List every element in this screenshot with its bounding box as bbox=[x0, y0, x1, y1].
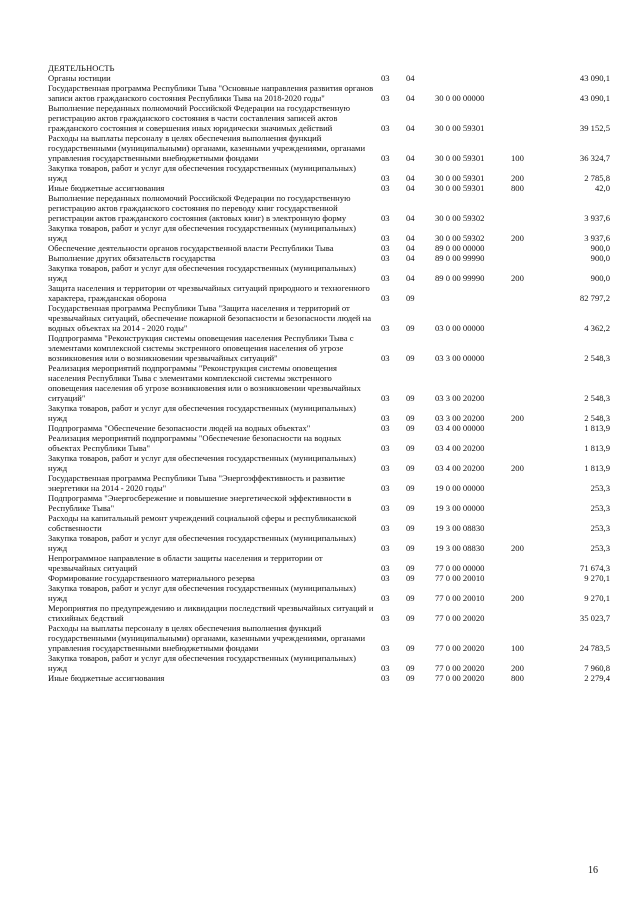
subsection-code: 09 bbox=[406, 593, 415, 603]
table-row bbox=[48, 493, 608, 513]
row-description: Мероприятия по предупреждению и ликвидации последствий чрезвычайных ситуаций и стихийных бедствий bbox=[48, 603, 374, 623]
amount: 43 090,1 bbox=[579, 93, 610, 103]
subsection-code: 04 bbox=[406, 93, 415, 103]
subsection-code: 09 bbox=[406, 353, 415, 363]
section-code: 03 bbox=[381, 673, 390, 683]
subsection-code: 09 bbox=[406, 443, 415, 453]
section-code: 03 bbox=[381, 353, 390, 363]
section-code: 03 bbox=[381, 173, 390, 183]
row-description: Органы юстиции bbox=[48, 73, 111, 83]
section-code: 03 bbox=[381, 573, 390, 583]
target-article-code: 03 3 00 20200 bbox=[435, 413, 485, 423]
subsection-code: 04 bbox=[406, 243, 415, 253]
subsection-code: 04 bbox=[406, 123, 415, 133]
section-code: 03 bbox=[381, 593, 390, 603]
subsection-code: 04 bbox=[406, 183, 415, 193]
table-row bbox=[48, 83, 608, 103]
section-code: 03 bbox=[381, 393, 390, 403]
subsection-code: 04 bbox=[406, 153, 415, 163]
section-code: 03 bbox=[381, 123, 390, 133]
budget-table bbox=[48, 63, 608, 683]
subsection-code: 09 bbox=[406, 523, 415, 533]
target-article-code: 89 0 00 99990 bbox=[435, 273, 485, 283]
amount: 253,3 bbox=[590, 543, 610, 553]
table-row bbox=[48, 453, 608, 473]
section-code: 03 bbox=[381, 643, 390, 653]
subsection-code: 04 bbox=[406, 233, 415, 243]
subsection-code: 09 bbox=[406, 573, 415, 583]
table-row bbox=[48, 403, 608, 423]
amount: 9 270,1 bbox=[584, 573, 610, 583]
amount: 2 279,4 bbox=[584, 673, 610, 683]
target-article-code: 03 4 00 20200 bbox=[435, 463, 485, 473]
row-description: Обеспечение деятельности органов государственной власти Республики Тыва bbox=[48, 243, 334, 253]
expense-type-code: 200 bbox=[511, 593, 524, 603]
expense-type-code: 800 bbox=[511, 183, 524, 193]
subsection-code: 04 bbox=[406, 253, 415, 263]
section-code: 03 bbox=[381, 523, 390, 533]
row-description: Реализация мероприятий подпрограммы "Реконструкция системы оповещения населения Республики Тыва с элементами комплексной системы экстренного оповещения населения об угрозе возникновения или о возникновении чрезвычайных ситуаций" bbox=[48, 363, 361, 403]
table-row bbox=[48, 423, 608, 433]
section-code: 03 bbox=[381, 503, 390, 513]
section-code: 03 bbox=[381, 543, 390, 553]
section-heading: ДЕЯТЕЛЬНОСТЬ bbox=[48, 63, 115, 73]
target-article-code: 03 3 00 00000 bbox=[435, 353, 485, 363]
table-row bbox=[48, 163, 608, 183]
table-row bbox=[48, 263, 608, 283]
target-article-code: 30 0 00 59301 bbox=[435, 123, 485, 133]
amount: 71 674,3 bbox=[579, 563, 610, 573]
amount: 2 548,3 bbox=[584, 353, 610, 363]
target-article-code: 77 0 00 20020 bbox=[435, 673, 485, 683]
table-row bbox=[48, 133, 608, 163]
row-description: Формирование государственного материального резерва bbox=[48, 573, 255, 583]
table-row bbox=[48, 603, 608, 623]
amount: 2 548,3 bbox=[584, 413, 610, 423]
row-description: Закупка товаров, работ и услуг для обеспечения государственных (муниципальных) нужд bbox=[48, 403, 356, 423]
section-code: 03 bbox=[381, 563, 390, 573]
target-article-code: 30 0 00 59301 bbox=[435, 183, 485, 193]
subsection-code: 09 bbox=[406, 463, 415, 473]
row-description: Защита населения и территории от чрезвычайных ситуаций природного и техногенного характера, гражданская оборона bbox=[48, 283, 370, 303]
row-description: Подпрограмма "Реконструкция системы оповещения населения Республики Тыва с элементами комплексной системы экстренного оповещения населения об угрозе возникновения или о возникновении чрезвычайных ситуаций" bbox=[48, 333, 354, 363]
table-row bbox=[48, 363, 608, 403]
table-row bbox=[48, 653, 608, 673]
target-article-code: 30 0 00 59302 bbox=[435, 213, 485, 223]
row-description: Государственная программа Республики Тыва "Защита населения и территорий от чрезвычайных ситуаций, обеспечение пожарной безопасности и безопасности людей на водных объектах на 2014 - 2020 годы" bbox=[48, 303, 372, 333]
target-article-code: 19 3 00 08830 bbox=[435, 523, 485, 533]
expense-type-code: 200 bbox=[511, 273, 524, 283]
amount: 82 797,2 bbox=[579, 293, 610, 303]
section-code: 03 bbox=[381, 613, 390, 623]
amount: 253,3 bbox=[590, 483, 610, 493]
row-description: Иные бюджетные ассигнования bbox=[48, 673, 165, 683]
row-description: Выполнение переданных полномочий Российской Федерации по государственную регистрацию актов гражданского состояния по переводу книг государственной регистрации актов гражданского состояния (актовых книг) в электронную форму bbox=[48, 193, 351, 223]
table-row bbox=[48, 193, 608, 223]
row-description: Непрограммное направление в области защиты населения и территории от чрезвычайных ситуаций bbox=[48, 553, 323, 573]
section-code: 03 bbox=[381, 73, 390, 83]
subsection-code: 04 bbox=[406, 213, 415, 223]
target-article-code: 77 0 00 20020 bbox=[435, 643, 485, 653]
table-row bbox=[48, 573, 608, 583]
row-description: Государственная программа Республики Тыва "Энергоэффективность и развитие энергетики на 2014 - 2020 годы" bbox=[48, 473, 345, 493]
table-body bbox=[48, 73, 608, 683]
subsection-code: 09 bbox=[406, 673, 415, 683]
section-code: 03 bbox=[381, 93, 390, 103]
section-code: 03 bbox=[381, 413, 390, 423]
table-row bbox=[48, 333, 608, 363]
row-description: Реализация мероприятий подпрограммы "Обеспечение безопасности на водных объектах Республики Тыва" bbox=[48, 433, 342, 453]
row-description: Иные бюджетные ассигнования bbox=[48, 183, 165, 193]
subsection-code: 09 bbox=[406, 393, 415, 403]
row-description: Закупка товаров, работ и услуг для обеспечения государственных (муниципальных) нужд bbox=[48, 263, 356, 283]
target-article-code: 89 0 00 99990 bbox=[435, 253, 485, 263]
section-code: 03 bbox=[381, 483, 390, 493]
table-row bbox=[48, 223, 608, 243]
target-article-code: 77 0 00 00000 bbox=[435, 563, 485, 573]
subsection-code: 09 bbox=[406, 323, 415, 333]
amount: 2 548,3 bbox=[584, 393, 610, 403]
table-row bbox=[48, 673, 608, 683]
section-code: 03 bbox=[381, 463, 390, 473]
row-description: Закупка товаров, работ и услуг для обеспечения государственных (муниципальных) нужд bbox=[48, 583, 356, 603]
row-description: Закупка товаров, работ и услуг для обеспечения государственных (муниципальных) нужд bbox=[48, 653, 356, 673]
section-code: 03 bbox=[381, 273, 390, 283]
section-code: 03 bbox=[381, 153, 390, 163]
amount: 900,0 bbox=[590, 253, 610, 263]
expense-type-code: 100 bbox=[511, 643, 524, 653]
expense-type-code: 200 bbox=[511, 543, 524, 553]
expense-type-code: 200 bbox=[511, 413, 524, 423]
target-article-code: 30 0 00 59301 bbox=[435, 153, 485, 163]
target-article-code: 30 0 00 00000 bbox=[435, 93, 485, 103]
section-code: 03 bbox=[381, 423, 390, 433]
section-code: 03 bbox=[381, 183, 390, 193]
amount: 900,0 bbox=[590, 243, 610, 253]
subsection-code: 09 bbox=[406, 643, 415, 653]
section-code: 03 bbox=[381, 443, 390, 453]
table-row bbox=[48, 623, 608, 653]
section-code: 03 bbox=[381, 323, 390, 333]
subsection-code: 04 bbox=[406, 273, 415, 283]
subsection-code: 09 bbox=[406, 543, 415, 553]
subsection-code: 09 bbox=[406, 293, 415, 303]
table-row bbox=[48, 433, 608, 453]
table-row bbox=[48, 513, 608, 533]
table-row bbox=[48, 253, 608, 263]
table-row bbox=[48, 553, 608, 573]
target-article-code: 30 0 00 59302 bbox=[435, 233, 485, 243]
row-description: Подпрограмма "Обеспечение безопасности людей на водных объектах" bbox=[48, 423, 311, 433]
section-code: 03 bbox=[381, 253, 390, 263]
subsection-code: 09 bbox=[406, 423, 415, 433]
row-description: Подпрограмма "Энергосбережение и повышение энергетической эффективности в Республике Тыва" bbox=[48, 493, 352, 513]
amount: 253,3 bbox=[590, 503, 610, 513]
amount: 43 090,1 bbox=[579, 73, 610, 83]
table-row bbox=[48, 73, 608, 83]
page-number: 16 bbox=[588, 865, 598, 876]
amount: 900,0 bbox=[590, 273, 610, 283]
subsection-code: 09 bbox=[406, 503, 415, 513]
amount: 36 324,7 bbox=[579, 153, 610, 163]
amount: 9 270,1 bbox=[584, 593, 610, 603]
subsection-code: 04 bbox=[406, 73, 415, 83]
section-code: 03 bbox=[381, 243, 390, 253]
target-article-code: 77 0 00 20010 bbox=[435, 593, 485, 603]
amount: 7 960,8 bbox=[584, 663, 610, 673]
subsection-code: 09 bbox=[406, 663, 415, 673]
target-article-code: 03 0 00 00000 bbox=[435, 323, 485, 333]
amount: 42,0 bbox=[594, 183, 610, 193]
row-description: Расходы на выплаты персоналу в целях обеспечения выполнения функций государственными (муниципальными) органами, казенными учреждениями, органами управления государственными внебюджетными фондами bbox=[48, 623, 366, 653]
target-article-code: 19 3 00 00000 bbox=[435, 503, 485, 513]
expense-type-code: 200 bbox=[511, 233, 524, 243]
amount: 3 937,6 bbox=[584, 233, 610, 243]
amount: 3 937,6 bbox=[584, 213, 610, 223]
table-row bbox=[48, 473, 608, 493]
section-code: 03 bbox=[381, 663, 390, 673]
subsection-code: 09 bbox=[406, 563, 415, 573]
amount: 1 813,9 bbox=[584, 463, 610, 473]
target-article-code: 77 0 00 20020 bbox=[435, 663, 485, 673]
amount: 39 152,5 bbox=[579, 123, 610, 133]
row-description: Закупка товаров, работ и услуг для обеспечения государственных (муниципальных) нужд bbox=[48, 163, 356, 183]
table-row bbox=[48, 283, 608, 303]
table-row bbox=[48, 533, 608, 553]
section-code: 03 bbox=[381, 293, 390, 303]
target-article-code: 03 4 00 20200 bbox=[435, 443, 485, 453]
row-description: Государственная программа Республики Тыва "Основные направления развития органов записи актов гражданского состояния Республики Тыва на 2018-2020 годы" bbox=[48, 83, 374, 103]
row-description: Закупка товаров, работ и услуг для обеспечения государственных (муниципальных) нужд bbox=[48, 533, 356, 553]
table-row bbox=[48, 243, 608, 253]
row-description: Расходы на выплаты персоналу в целях обеспечения выполнения функций государственными (муниципальными) органами, казенными учреждениями, органами управления государственными внебюджетными фондами bbox=[48, 133, 366, 163]
expense-type-code: 100 bbox=[511, 153, 524, 163]
amount: 35 023,7 bbox=[579, 613, 610, 623]
amount: 2 785,8 bbox=[584, 173, 610, 183]
table-row bbox=[48, 583, 608, 603]
subsection-code: 04 bbox=[406, 173, 415, 183]
row-description: Выполнение переданных полномочий Российской Федерации на государственную регистрацию актов гражданского состояния в части составления записей актов гражданского состояния и совершения иных юридически значимых действий bbox=[48, 103, 351, 133]
target-article-code: 19 3 00 08830 bbox=[435, 543, 485, 553]
row-description: Закупка товаров, работ и услуг для обеспечения государственных (муниципальных) нужд bbox=[48, 453, 356, 473]
row-description: Закупка товаров, работ и услуг для обеспечения государственных (муниципальных) нужд bbox=[48, 223, 356, 243]
table-row bbox=[48, 303, 608, 333]
table-row bbox=[48, 183, 608, 193]
target-article-code: 30 0 00 59301 bbox=[435, 173, 485, 183]
subsection-code: 09 bbox=[406, 613, 415, 623]
subsection-code: 09 bbox=[406, 483, 415, 493]
section-code: 03 bbox=[381, 233, 390, 243]
amount: 4 362,2 bbox=[584, 323, 610, 333]
amount: 1 813,9 bbox=[584, 443, 610, 453]
target-article-code: 03 3 00 20200 bbox=[435, 393, 485, 403]
expense-type-code: 200 bbox=[511, 173, 524, 183]
target-article-code: 03 4 00 00000 bbox=[435, 423, 485, 433]
table-row bbox=[48, 103, 608, 133]
amount: 24 783,5 bbox=[579, 643, 610, 653]
expense-type-code: 800 bbox=[511, 673, 524, 683]
subsection-code: 09 bbox=[406, 413, 415, 423]
row-description: Выполнение других обязательств государства bbox=[48, 253, 216, 263]
section-code: 03 bbox=[381, 213, 390, 223]
target-article-code: 89 0 00 00000 bbox=[435, 243, 485, 253]
expense-type-code: 200 bbox=[511, 663, 524, 673]
target-article-code: 77 0 00 20020 bbox=[435, 613, 485, 623]
expense-type-code: 200 bbox=[511, 463, 524, 473]
target-article-code: 77 0 00 20010 bbox=[435, 573, 485, 583]
amount: 1 813,9 bbox=[584, 423, 610, 433]
target-article-code: 19 0 00 00000 bbox=[435, 483, 485, 493]
row-description: Расходы на капитальный ремонт учреждений социальной сферы и республиканской собственности bbox=[48, 513, 357, 533]
amount: 253,3 bbox=[590, 523, 610, 533]
